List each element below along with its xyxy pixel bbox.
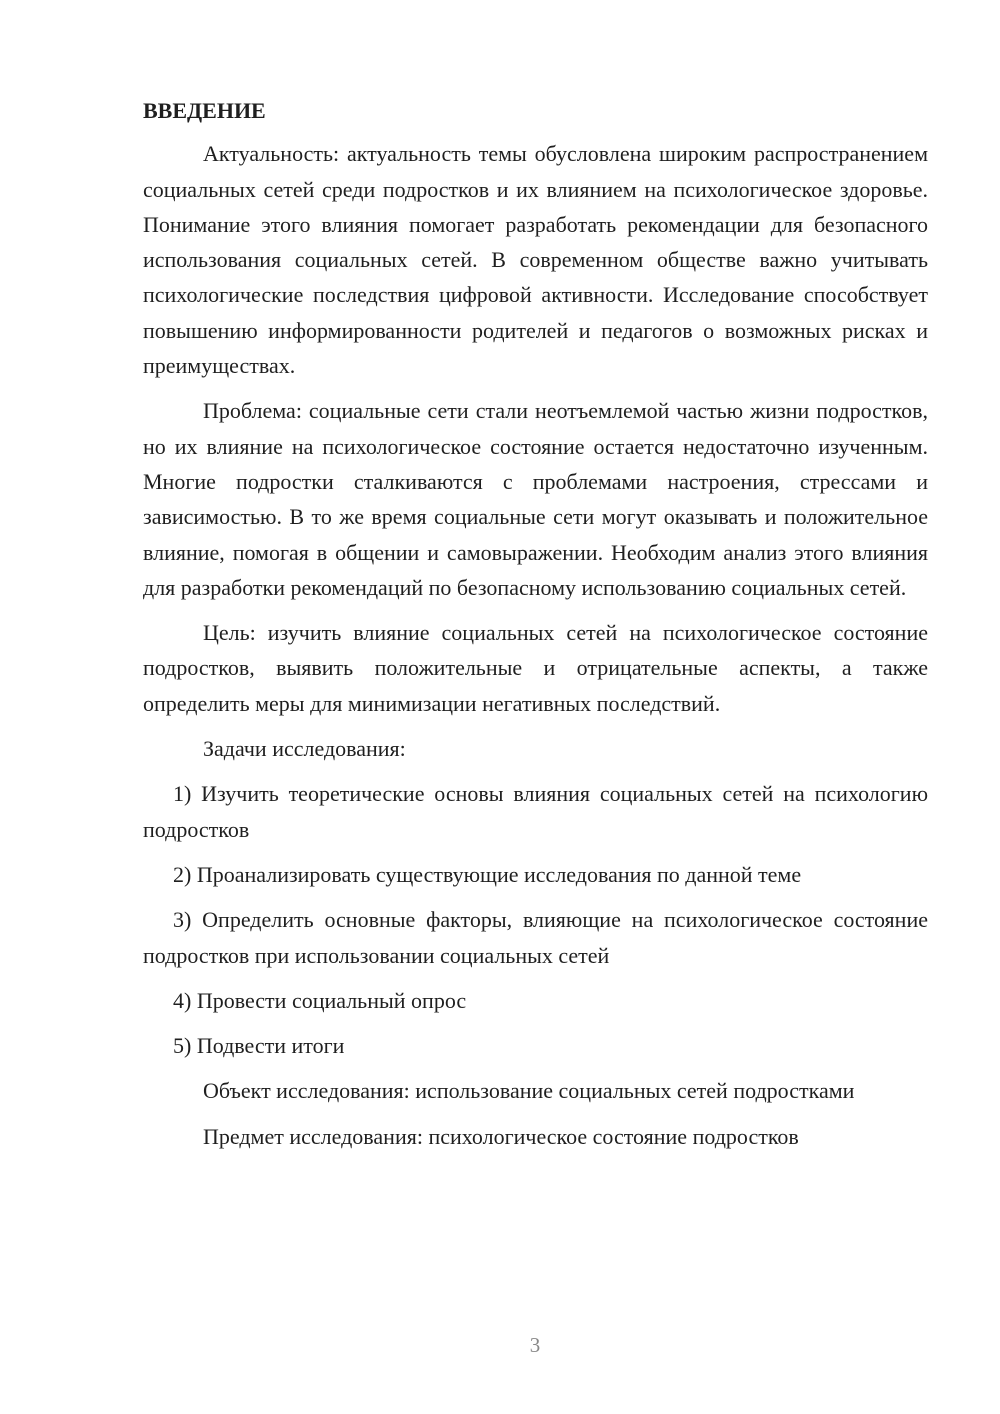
paragraph-problem: Проблема: социальные сети стали неотъемлемой частью жизни подростков, но их влияние на психологическое состояние остается недостаточно изученным. Многие подростки сталкиваются с проблемами настроения, стрессами и зависимостью. В то же время социальные сети могут оказывать и положительное влияние, помогая в общении и самовыражении. Необходим анализ этого влияния для разработки рекомендаций по безопасному использованию социальных сетей. <box>143 398 928 600</box>
task-item-5: 5) Подвести итоги <box>173 1033 345 1059</box>
task-item-2: 2) Проанализировать существующие исследования по данной теме <box>173 861 802 887</box>
paragraph-subject: Предмет исследования: психологическое состояние подростков <box>203 1123 799 1149</box>
paragraph-object: Объект исследования: использование социальных сетей подростками <box>203 1078 855 1104</box>
task-item-4: 4) Провести социальный опрос <box>173 987 467 1013</box>
tasks-heading: Задачи исследования: <box>203 736 406 762</box>
page-number: 3 <box>529 1333 541 1357</box>
paragraph-relevance: Актуальность: актуальность темы обусловлена широким распространением социальных сетей среди подростков и их влиянием на психологическое здоровье. Понимание этого влияния помогает разработать рекомендации для безопасного использования социальных сетей. В современном обществе важно учитывать психологические последствия цифровой активности. Исследование способствует повышению информированности родителей и педагогов о возможных рисках и преимуществах. <box>143 141 928 379</box>
task-item-3: 3) Определить основные факторы, влияющие на психологическое состояние подростков при использовании социальных сетей <box>143 907 928 968</box>
document-page <box>143 93 928 1154</box>
document-title: ВВЕДЕНИЕ <box>143 98 266 123</box>
paragraph-goal: Цель: изучить влияние социальных сетей на психологическое состояние подростков, выявить положительные и отрицательные аспекты, а также определить меры для минимизации негативных последствий. <box>143 620 928 716</box>
task-item-1: 1) Изучить теоретические основы влияния социальных сетей на психологию подростков <box>143 781 928 842</box>
